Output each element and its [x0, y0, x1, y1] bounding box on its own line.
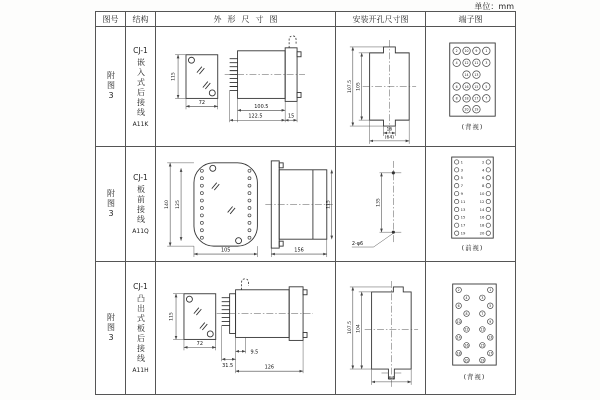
side-view-row2 — [265, 161, 332, 257]
svg-text:4: 4 — [455, 61, 458, 66]
svg-text:20: 20 — [479, 231, 485, 236]
svg-text:20: 20 — [464, 107, 469, 112]
svg-text:10: 10 — [479, 192, 485, 197]
install-cell-row3 — [336, 262, 426, 395]
svg-text:2: 2 — [455, 49, 458, 54]
svg-text:72: 72 — [196, 340, 204, 347]
svg-text:8: 8 — [465, 311, 468, 316]
svg-text:7: 7 — [481, 311, 484, 316]
relay-series-row2: CJ-1 — [133, 173, 148, 182]
svg-text:9: 9 — [460, 192, 464, 197]
side-view-row1 — [225, 36, 305, 122]
outline-diagram-embedded-rear — [156, 27, 335, 146]
svg-text:2: 2 — [457, 288, 460, 293]
figure-cell-row3 — [96, 262, 126, 395]
relay-series-row1: CJ-1 — [133, 45, 148, 55]
terminal-cell-row3 — [426, 262, 516, 395]
svg-text:156: 156 — [294, 247, 304, 254]
model-code-row2: A11Q — [132, 228, 149, 235]
svg-text:13: 13 — [460, 207, 466, 212]
svg-text:6: 6 — [457, 303, 460, 308]
terminal-view-label-row1: (背视) — [461, 123, 484, 132]
figure-number-row2: 附图3 — [106, 188, 116, 220]
unit-label: 单位：mm — [474, 2, 514, 11]
install-hole-diagram-row3 — [336, 262, 425, 394]
svg-text:15: 15 — [480, 343, 485, 348]
outline-cell-row2 — [156, 147, 336, 262]
svg-text:3: 3 — [460, 168, 464, 173]
svg-text:15: 15 — [460, 215, 466, 220]
svg-text:13: 13 — [488, 335, 493, 340]
svg-text:105: 105 — [356, 82, 362, 91]
header-install-label: 安装开孔尺寸图 — [352, 14, 409, 24]
svg-text:107.5: 107.5 — [347, 321, 353, 334]
svg-text:2: 2 — [481, 160, 485, 165]
terminal-cell-row2 — [426, 147, 516, 262]
svg-text:10: 10 — [456, 319, 461, 324]
svg-text:11: 11 — [474, 61, 479, 66]
mounting-type-row1: 嵌入式后接线 — [136, 57, 146, 118]
outline-cell-row1 — [156, 27, 336, 147]
model-code-row3: A11H — [132, 367, 149, 374]
svg-text:18: 18 — [479, 223, 485, 228]
svg-text:15: 15 — [474, 84, 479, 89]
dimension-table — [95, 11, 516, 395]
front-view-row3 — [169, 294, 216, 351]
svg-text:4: 4 — [465, 296, 468, 301]
svg-text:3: 3 — [481, 296, 484, 301]
svg-text:122.5: 122.5 — [248, 113, 263, 120]
header-figure-label: 图号 — [102, 14, 119, 24]
figure-number-row3: 附图3 — [106, 312, 116, 344]
svg-text:16: 16 — [464, 343, 469, 348]
svg-text:12: 12 — [464, 327, 469, 332]
svg-text:7: 7 — [460, 184, 464, 189]
svg-text:13: 13 — [474, 72, 479, 77]
svg-text:18: 18 — [456, 351, 461, 356]
svg-text:19: 19 — [460, 231, 466, 236]
header-outline-dimensions — [156, 12, 336, 27]
svg-text:10: 10 — [464, 49, 469, 54]
svg-text:115: 115 — [169, 312, 175, 321]
install-hole-diagram-row2 — [336, 147, 425, 261]
svg-text:19: 19 — [480, 358, 485, 363]
svg-text:3: 3 — [485, 61, 488, 66]
structure-cell-row1 — [126, 27, 156, 147]
svg-text:17: 17 — [488, 351, 493, 356]
svg-text:7: 7 — [485, 96, 488, 101]
svg-text:9: 9 — [475, 49, 478, 54]
svg-text:5: 5 — [485, 84, 488, 89]
svg-text:1: 1 — [489, 288, 492, 293]
svg-text:11: 11 — [480, 327, 485, 332]
svg-text:6: 6 — [481, 176, 485, 181]
svg-text:31.5: 31.5 — [222, 363, 234, 370]
svg-text:19: 19 — [474, 107, 479, 112]
svg-text:16: 16 — [479, 215, 485, 220]
svg-text:8: 8 — [455, 96, 458, 101]
install-cell-row1 — [336, 27, 426, 147]
front-view-row1 — [171, 55, 218, 110]
svg-text:16: 16 — [386, 127, 393, 133]
structure-cell-row2 — [126, 147, 156, 262]
svg-text:11: 11 — [460, 199, 466, 204]
svg-text:20: 20 — [464, 358, 469, 363]
hole-spec-label: 2-φ6 — [351, 241, 364, 248]
terminal-view-label-row3: (背视) — [463, 372, 486, 381]
svg-text:14: 14 — [464, 72, 469, 77]
svg-text:12: 12 — [479, 199, 485, 204]
front-view-row2 — [164, 163, 257, 257]
svg-text:1: 1 — [460, 160, 464, 165]
mounting-type-row2: 板前接线 — [136, 185, 146, 225]
outline-diagram-front-wiring — [156, 147, 335, 261]
svg-text:8: 8 — [481, 184, 485, 189]
svg-text:1: 1 — [485, 49, 488, 54]
svg-text:(64): (64) — [384, 135, 395, 141]
svg-text:9: 9 — [489, 319, 492, 324]
svg-text:107.5: 107.5 — [347, 80, 353, 93]
svg-text:5: 5 — [489, 303, 492, 308]
figure-cell-row2 — [96, 147, 126, 262]
header-terminal-label: 端子图 — [458, 14, 483, 24]
svg-text:115: 115 — [326, 200, 332, 209]
header-figure-number — [96, 12, 126, 27]
header-structure-label: 结构 — [132, 14, 149, 24]
header-structure — [126, 12, 156, 27]
svg-text:126: 126 — [264, 364, 275, 371]
svg-text:14: 14 — [479, 207, 485, 212]
svg-text:72: 72 — [198, 99, 206, 106]
svg-text:105: 105 — [220, 247, 231, 254]
svg-text:12: 12 — [464, 61, 469, 66]
terminal-view-label-row2: (前视) — [461, 243, 484, 252]
svg-text:115: 115 — [171, 72, 177, 81]
svg-text:15: 15 — [287, 113, 295, 120]
structure-cell-row3 — [126, 262, 156, 395]
mounting-type-row3: 凸出式板后接线 — [136, 294, 146, 364]
svg-text:6: 6 — [455, 84, 458, 89]
model-code-row1: A11K — [132, 120, 149, 128]
svg-text:64: 64 — [388, 376, 395, 382]
svg-text:14: 14 — [456, 335, 461, 340]
figure-cell-row1 — [96, 27, 126, 147]
svg-text:135: 135 — [376, 198, 382, 207]
terminal-diagram-front-a11q — [426, 147, 515, 261]
svg-text:104: 104 — [356, 324, 362, 333]
svg-text:125: 125 — [176, 200, 182, 209]
svg-text:140: 140 — [165, 200, 171, 209]
relay-series-row3: CJ-1 — [133, 282, 148, 291]
svg-text:9.5: 9.5 — [250, 349, 259, 356]
svg-text:5: 5 — [460, 176, 464, 181]
install-hole-diagram-row1 — [336, 27, 425, 146]
header-terminal-diagram — [426, 12, 516, 27]
terminal-diagram-rear-a11k — [426, 27, 515, 146]
install-cell-row2 — [336, 147, 426, 262]
header-install-hole-dimensions — [336, 12, 426, 27]
svg-text:18: 18 — [464, 96, 469, 101]
svg-text:100.5: 100.5 — [254, 103, 269, 110]
svg-text:17: 17 — [460, 223, 466, 228]
side-view-row3 — [217, 279, 313, 373]
svg-text:17: 17 — [474, 96, 479, 101]
terminal-diagram-rear-a11h — [426, 262, 515, 394]
figure-number-row1: 附图3 — [106, 71, 116, 102]
outline-cell-row3 — [156, 262, 336, 395]
outline-diagram-projecting-rear — [156, 262, 335, 394]
svg-text:4: 4 — [481, 168, 485, 173]
svg-text:16: 16 — [464, 84, 469, 89]
terminal-cell-row1 — [426, 27, 516, 147]
header-outline-label: 外形尺寸图 — [213, 14, 284, 24]
